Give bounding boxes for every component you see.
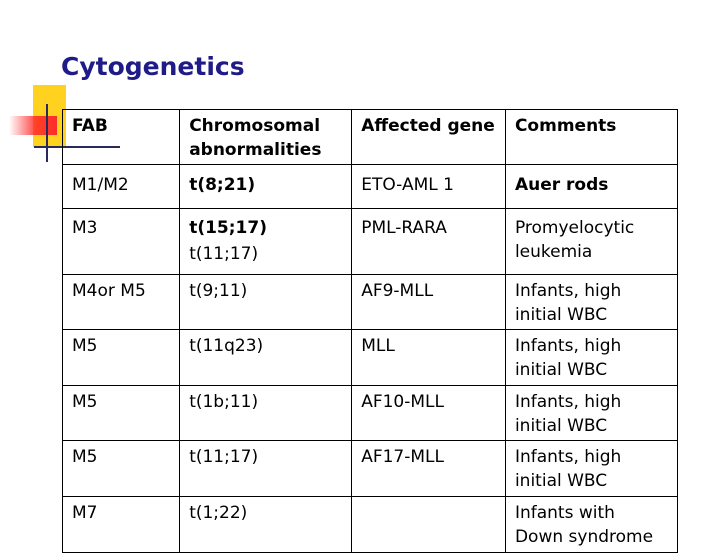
cell-affected-gene: AF9-MLL xyxy=(352,275,506,330)
cell-comments-line-1: Infants, high xyxy=(514,392,622,412)
cell-chromosomal: t(1b;11) xyxy=(180,386,352,441)
cell-chromosomal: t(11q23) xyxy=(180,330,352,386)
cell-chromosomal-line-1: t(15;17) xyxy=(189,218,267,238)
cell-chromosomal: t(9;11) xyxy=(180,275,352,330)
cell-fab: M5 xyxy=(63,386,180,441)
decorative-vertical-line xyxy=(46,104,48,162)
cell-comments-line-2: initial WBC xyxy=(514,471,608,491)
cell-fab: M5 xyxy=(63,441,180,497)
cell-comments-line-1: Infants, high xyxy=(514,447,622,467)
cell-comments-line-2: initial WBC xyxy=(514,360,608,380)
table-row xyxy=(63,165,678,209)
header-fab: FAB xyxy=(63,110,180,165)
cell-comments: Auer rods xyxy=(505,165,677,209)
cell-fab: M7 xyxy=(63,497,180,553)
cell-fab: M5 xyxy=(63,330,180,386)
table-row xyxy=(63,330,678,386)
cell-affected-gene: ETO-AML 1 xyxy=(352,165,506,209)
cell-affected-gene: AF10-MLL xyxy=(352,386,506,441)
cell-comments-line-2: leukemia xyxy=(514,242,593,262)
cell-comments-line-1: Infants, high xyxy=(514,281,622,301)
cell-comments xyxy=(505,209,677,275)
cell-fab: M1/M2 xyxy=(63,165,180,209)
cell-chromosomal-line-2: t(11;17) xyxy=(189,244,259,264)
table-row xyxy=(63,209,678,275)
cell-comments xyxy=(505,275,677,330)
header-chromosomal-line-1: Chromosomal xyxy=(189,116,321,136)
header-affected-gene: Affected gene xyxy=(352,110,506,165)
cell-comments-line-1: Infants, high xyxy=(514,336,622,356)
cell-comments-line-2: initial WBC xyxy=(514,416,608,436)
cell-comments xyxy=(505,386,677,441)
header-comments: Comments xyxy=(505,110,677,165)
cell-fab: M3 xyxy=(63,209,180,275)
table-row xyxy=(63,441,678,497)
cell-comments xyxy=(505,330,677,386)
cell-affected-gene: PML-RARA xyxy=(352,209,506,275)
slide-title: Cytogenetics xyxy=(61,52,245,81)
cell-comments-line-2: Down syndrome xyxy=(514,527,654,547)
cell-affected-gene: AF17-MLL xyxy=(352,441,506,497)
cell-comments-line-1: Promyelocytic xyxy=(514,218,635,238)
header-chromosomal-abnormalities xyxy=(180,110,352,165)
cell-fab: M4or M5 xyxy=(63,275,180,330)
cell-chromosomal: t(8;21) xyxy=(180,165,352,209)
table-header-row xyxy=(63,110,678,165)
decorative-red-bar xyxy=(9,116,57,135)
cell-chromosomal xyxy=(180,209,352,275)
cell-chromosomal: t(1;22) xyxy=(180,497,352,553)
cell-affected-gene xyxy=(352,497,506,553)
cell-comments-line-2: initial WBC xyxy=(514,305,608,325)
cell-chromosomal: t(11;17) xyxy=(180,441,352,497)
table-row xyxy=(63,275,678,330)
cell-affected-gene: MLL xyxy=(352,330,506,386)
header-chromosomal-line-2: abnormalities xyxy=(189,140,322,160)
cytogenetics-table xyxy=(62,109,678,553)
cell-comments xyxy=(505,497,677,553)
cell-comments xyxy=(505,441,677,497)
table-row xyxy=(63,386,678,441)
cell-comments-line-1: Infants with xyxy=(514,503,615,523)
table-row xyxy=(63,497,678,553)
